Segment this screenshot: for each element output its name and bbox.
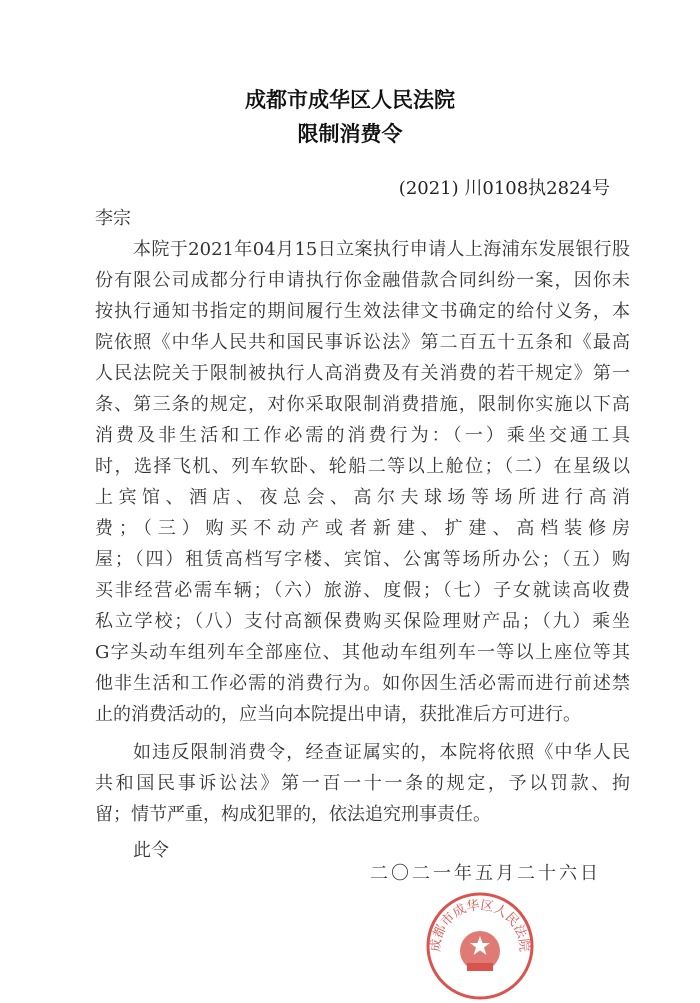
body-line: 人民法院关于限制被执行人高消费及有关消费的若干规定》第一 — [95, 363, 630, 384]
seal-text: 成都市成华区人民法院 — [428, 898, 532, 953]
addressee: 李宗 — [95, 208, 131, 229]
body-line: 屋；（四）租赁高档写字楼、宾馆、公寓等场所办公；（五）购 — [95, 549, 630, 570]
court-seal — [425, 891, 535, 1001]
body-line: 买非经营必需车辆；（六）旅游、度假；（七）子女就读高收费 — [95, 580, 630, 601]
body-line: 时，选择飞机、列车软卧、轮船二等以上舱位；（二）在星级以 — [95, 456, 630, 477]
body-line: G字头动车组列车全部座位、其他动车组列车一等以上座位等其 — [95, 642, 630, 663]
body-line: 份有限公司成都分行申请执行你金融借款合同纠纷一案，因你未 — [95, 270, 630, 291]
national-emblem-icon — [460, 931, 500, 971]
body-line: 留；情节严重，构成犯罪的，依法追究刑事责任。 — [95, 804, 491, 825]
body-line: 条、第三条的规定，对你采取限制消费措施，限制你实施以下高 — [95, 394, 630, 415]
case-number: (2021) 川0108执2824号 — [398, 178, 610, 199]
body-line: 本院于2021年04月15日立案执行申请人上海浦东发展银行股 — [133, 239, 630, 260]
body-line: 他非生活和工作必需的消费行为。如你因生活必需而进行前述禁 — [95, 673, 630, 694]
court-name: 成都市成华区人民法院 — [245, 88, 455, 112]
closing: 此令 — [133, 840, 169, 861]
document-title: 限制消费令 — [297, 122, 403, 146]
body-line: 如违反限制消费令，经查证属实的，本院将依照《中华人民 — [133, 742, 630, 763]
body-line: 私立学校；（八）支付高额保费购买保险理财产品；（九）乘坐 — [95, 611, 630, 632]
body-line: 院依照《中华人民共和国民事诉讼法》第二百五十五条和《最高 — [95, 332, 630, 353]
body-line: 共和国民事诉讼法》第一百一十一条的规定，予以罚款、拘 — [95, 773, 630, 794]
body-line: 消费及非生活和工作必需的消费行为：（一）乘坐交通工具 — [95, 425, 630, 446]
body-line: 止的消费活动的，应当向本院提出申请，获批准后方可进行。 — [95, 704, 581, 725]
body-line: 上宾馆、酒店、夜总会、高尔夫球场等场所进行高消 — [95, 487, 630, 508]
body-line: 费；（三）购买不动产或者新建、扩建、高档装修房 — [95, 518, 630, 539]
body-line: 按执行通知书指定的期间履行生效法律文书确定的给付义务，本 — [95, 301, 630, 322]
issue-date: 二〇二一年五月二十六日 — [370, 863, 601, 884]
